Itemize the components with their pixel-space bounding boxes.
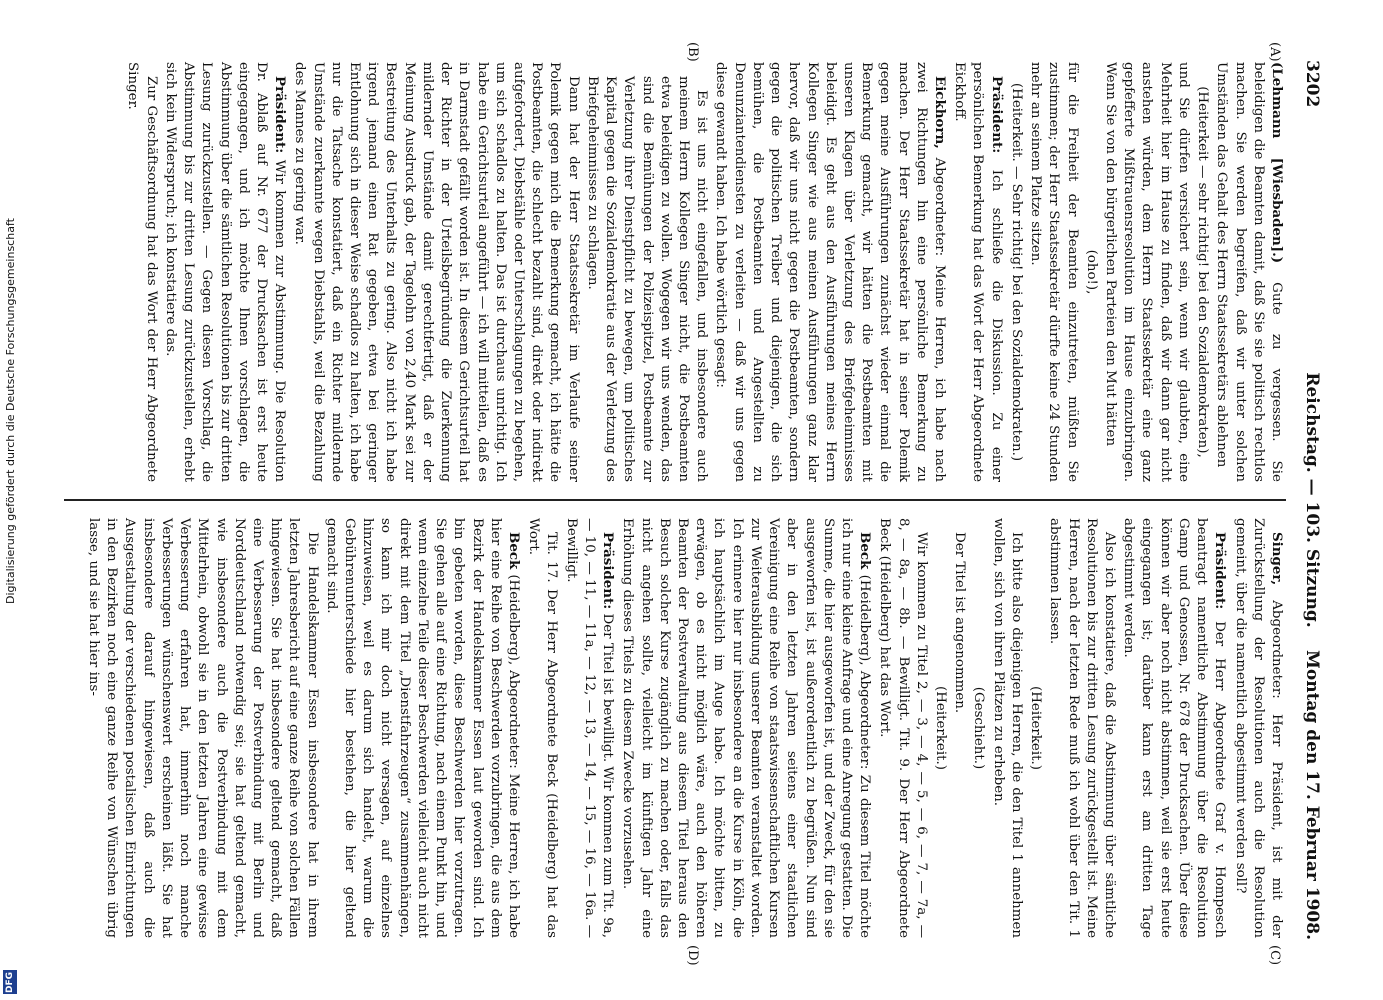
column-divider	[64, 499, 1286, 501]
right-column	[83, 518, 1286, 938]
paragraph	[1119, 518, 1229, 938]
paragraph: Der Titel ist angenommen.	[952, 532, 968, 714]
left-column	[122, 62, 1286, 482]
paragraph	[322, 518, 523, 938]
paragraph: und Sie dürfen versichert sein, wenn wir glaubten, eine Mehrheit hier im Hause zu finden, daß wir dann gar nicht anstehen würden, dem Herrn Staatssekretär eine ganz gepfefferte Mißtrauensresolution im Hause einzubringen. Wenn Sie von den bürgerlichen Parteien den Mut hätten	[1103, 62, 1191, 482]
paragraph: Dann hat der Herr Staatssekretär im Verlaufe seiner Polemik gegen mich die Bemerkung gemacht, ich hätte die Postbeamten, die schlecht bezahlt sind, direkt oder indirekt aufgefordert, Diebstähle oder Unterschlagungen zu begehen, um sich schadlos zu halten. Das ist durchaus unrichtig. Ich habe ein Gerichtsurteil angeführt — ich will mitteilen, daß es in Darmstadt gefällt worden ist. In diesem Gerichtsurteil hat der Richter in der Urteilsbegründung die Zuerkennung mildernder Umstände damit gerechtfertigt, daß er der Meinung Ausdruck gab, der Tagelohn von 2,40 Mark sei zur Bestreitung des Unterhalts zu gering. Also nicht ich habe irgend jemand einen Rat gegeben, etwa bei geringer Entlohnung sich in dieser Weise schadlos zu halten, ich habe nur die Tatsache konstatiert, daß ein Richter mildernde Umstände zuerkannte wegen Diebstahls, weil die Bezahlung des Mannes zu gering war.	[292, 62, 581, 482]
paragraph-text: (Heidelberg), Abgeordneter: Meine Herren, ich habe hier eine Reihe von Beschwerden vorzubringen, die aus dem Bezirk der Handelskammer Essen laut geworden sind. Ich bin gebeten worden, diese Beschwerden hier vorzutragen. Sie gehen alle auf eine Richtung, nach einem Punkt hin, und wenn einzelne Teile dieser Beschwerden vielleicht auch nicht direkt mit dem Titel „Dienstfahrzeugen“ zusammenhängen, so kann ich mir doch nicht versagen, auf einzelnes hinzuweisen, weil es darum sich handelt, warum die Gebührenunterschiede hier bestehen, die hier geltend gemacht sind.	[323, 518, 522, 938]
paragraph-text: Wir kommen zur Abstimmung. Die Resolution Dr. Ablaß auf Nr. 677 der Drucksachen ist erst heute eingegangen, und ich möchte Ihnen vorschlagen, die Abstimmung über die sämtlichen Resolutionen bis zur dritten Lesung zurückzustellen. — Gegen diesen Vorschlag, die Abstimmung bis zur dritten Lesung zurückzustellen, erhebt sich kein Widerspruch; ich konstatiere das.	[162, 62, 288, 482]
margin-marker-c: (C)	[1267, 945, 1282, 966]
speaker-name: Beck	[506, 532, 523, 570]
digitization-credit: Digitalisierung gefördert durch die Deutsche Forschungsgemeinschaft	[4, 218, 17, 604]
paragraph: Die Handelskammer Essen insbesondere hat in ihrem letzten Jahresbericht auf eine ganze Reihe von solchen Fällen hingewiesen. Sie hat insbesondere geltend gemacht, daß eine Verbesserung der Postverbindung mit Berlin und Norddeutschland notwendig sei; sie hat geltend gemacht, wie insbesondere auch die Postverbindung mit dem Mittelrhein, obwohl sie in den letzten Jahren eine gewisse Verbesserung erfahren hat, immerhin noch manche Verbesserungen wünschenswert erscheinen läßt. Sie hat insbesondere darauf hingewiesen, daß auch die Ausgestaltung der verschiedenen postalischen Einrichtungen in den Bezirken noch eine ganze Reihe von Wünschen übrig lasse, und sie hat hier ins-	[86, 518, 320, 938]
margin-marker-a: (A)	[1267, 42, 1282, 62]
document-page	[40, 40, 1330, 966]
quotation: Es ist uns nicht eingefallen, und insbesondere auch meinem Herrn Kollegen Singer nicht, die Postbeamten etwa beleidigen zu wollen. Wogegen wir uns wenden, das sind die Bemühungen der Polizeispitzel, Postbeamte zur Verletzung ihrer Dienstpflicht zu bewegen, um politisches Kapital gegen die Sozialdemokratie aus der Verletzung des Briefgeheimnisses zu schlagen.	[584, 76, 710, 482]
paragraph	[1230, 518, 1286, 938]
speaker-name: Singer,	[1269, 532, 1285, 586]
paragraph	[161, 62, 290, 482]
paragraph-text: Der Titel ist bewilligt. Wir kommen zum Tit. 9a, — 10, — 11, — 11a, — 12, — 13, — 14, — 15, — 16, — 16a. — Bewilligt.	[563, 518, 616, 938]
speaker-name: Eickhorn,	[932, 76, 949, 149]
speaker-name: Präsident:	[600, 532, 617, 610]
paragraph	[711, 62, 949, 482]
paragraph-text: (Heidelberg), Abgeordneter: Zu diesem Titel möchte ich nur eine kleine Anfrage und eine Anregung gestatten. Die Summe, die hier ausgeworfen ist, und der Zweck, für den sie ausgeworfen ist, ist außerordentlich zu begrüßen. Nun sind aber in den letzten Jahren seitens einer staatlichen Vereinigung eine Reihe von staatswissenschaftlichen Kursen zur Weiterausbildung unserer Beamten veranstaltet worden. Ich erinnere hier nur insbesondere an die Kurse in Köln, die ich hauptsächlich im Auge habe. Ich möchte bitten, zu erwägen, ob es nicht möglich wäre, auch den höheren Beamten der Postverwaltung aus diesem Titel heraus den Besuch solcher Kurse zugänglich zu machen oder, falls das nicht angehen sollte, vielleicht im künftigen Jahr eine Erhöhung dieses Titels zu diesem Zwecke vorzusehen.	[620, 518, 873, 938]
paragraph-text: Gute zu vergessen. Sie beleidigen die Beamten damit, daß Sie sie politisch rechtlos machen. Sie werden begreifen, daß wir unter solchen Umständen das Gehalt des Herrn Staatssekretärs ablehnen	[1214, 62, 1284, 482]
interjection: (Geschieht.)	[971, 686, 987, 770]
paragraph: für die Freiheit der Beamten einzutreten, müßten Sie zustimmen; der Herr Staatssekretär dürfte keine 24 Stunden mehr an seinem Platze sitzen.	[1028, 62, 1080, 482]
speaker-name: Beck	[857, 532, 874, 570]
speaker-name: Präsident:	[1212, 532, 1229, 610]
paragraph-text: Abgeordneter: Meine Herren, ich habe nach zwei Richtungen hin eine persönliche Bemerkung zu machen. Der Herr Staatssekretär hat in seiner Polemik gegen meine Ausführungen zunächst wieder einmal die Bemerkung gemacht, wir hätten die Postbeamten mit unseren Klagen über Verletzung des Briefgeheimnisses beleidigt. Es geht aus den Ausführungen meines Herrn Kollegen Singer wie aus meinen Ausführungen ganz klar hervor, daß wir uns nicht gegen die Postbeamten, sondern gegen die politischen Treiber und diejenigen, die sich bemühen, die Postbeamten und Angestellten zu Denunziantendiensten zu verleiten — daß wir uns gegen diese gewandt haben. Ich habe wörtlich gesagt:	[713, 62, 948, 482]
running-title: Reichstag. — 103. Sitzung.	[1302, 372, 1322, 628]
paragraph	[618, 518, 874, 938]
paragraph: Tit. 17. Der Herr Abgeordnete Beck (Heidelberg) hat das Wort.	[526, 518, 560, 938]
paragraph: Also ich konstatiere, daß die Abstimmung über sämtliche Resolutionen bis zur dritten Lesung zurückgestellt ist. Meine Herren, nach der letzten Rede muß ich wohl über den Tit. 1 abstimmen lassen.	[1047, 518, 1118, 938]
paragraph	[561, 518, 617, 938]
speaker-name: Präsident:	[272, 76, 289, 154]
page-header	[1296, 60, 1322, 940]
paragraph: Wir kommen zu Titel 2, — 3, — 4, — 5, — 6, — 7, — 7a, — 8, — 8a, — 8b. — Bewilligt. Tit. 9. Der Herr Abgeordnete Beck (Heidelberg) hat das Wort.	[877, 518, 929, 938]
speaker-name: (Lehmann [Wiesbaden].)	[1269, 62, 1285, 264]
interjection: (Heiterkeit. — Sehr richtig! bei den Sozialdemokraten.)	[1008, 82, 1024, 462]
page-number: 3202	[1302, 60, 1322, 108]
interjection: (Heiterkeit.)	[1028, 686, 1044, 770]
speaker-name: Präsident:	[988, 76, 1005, 154]
paragraph-text: Der Herr Abgeordnete Graf v. Hompesch beantragt namentliche Abstimmung über die Resolution Gamp und Genossen, Nr. 678 der Drucksachen. Über diese können wir aber noch nicht abstimmen, weil sie erst heute eingegangen ist; darüber kann erst am dritten Tage abgestimmt werden.	[1121, 518, 1228, 938]
session-date: Montag den 17. Februar 1908.	[1302, 650, 1322, 940]
margin-marker-d: (D)	[685, 945, 700, 966]
interjection: (Heiterkeit — sehr richtig! bei den Sozialdemokraten),	[1195, 86, 1211, 458]
paragraph-text: Abgeordneter: Herr Präsident, ist mit der Zurückstellung der Resolutionen auch die Resolution gemeint, über die namentlich abgestimmt werden soll?	[1232, 518, 1284, 938]
paragraph-text: Ich schließe die Diskussion. Zu einer persönlichen Bemerkung hat das Wort der Herr Abgeordnete Eickhoff.	[952, 62, 1004, 483]
paragraph	[950, 62, 1006, 482]
interjection: (oho!),	[1083, 249, 1099, 295]
paragraph	[1212, 62, 1286, 482]
interjection: (Heiterkeit.)	[933, 686, 949, 770]
dfg-logo: DFG	[5, 971, 15, 993]
paragraph: Zur Geschäftsordnung hat das Wort der Herr Abgeordnete Singer.	[125, 62, 159, 482]
margin-marker-b: (B)	[685, 42, 700, 62]
paragraph: Ich bitte also diejenigen Herren, die den Titel 1 annehmen wollen, sich von ihren Plätzen zu erheben.	[990, 518, 1024, 938]
